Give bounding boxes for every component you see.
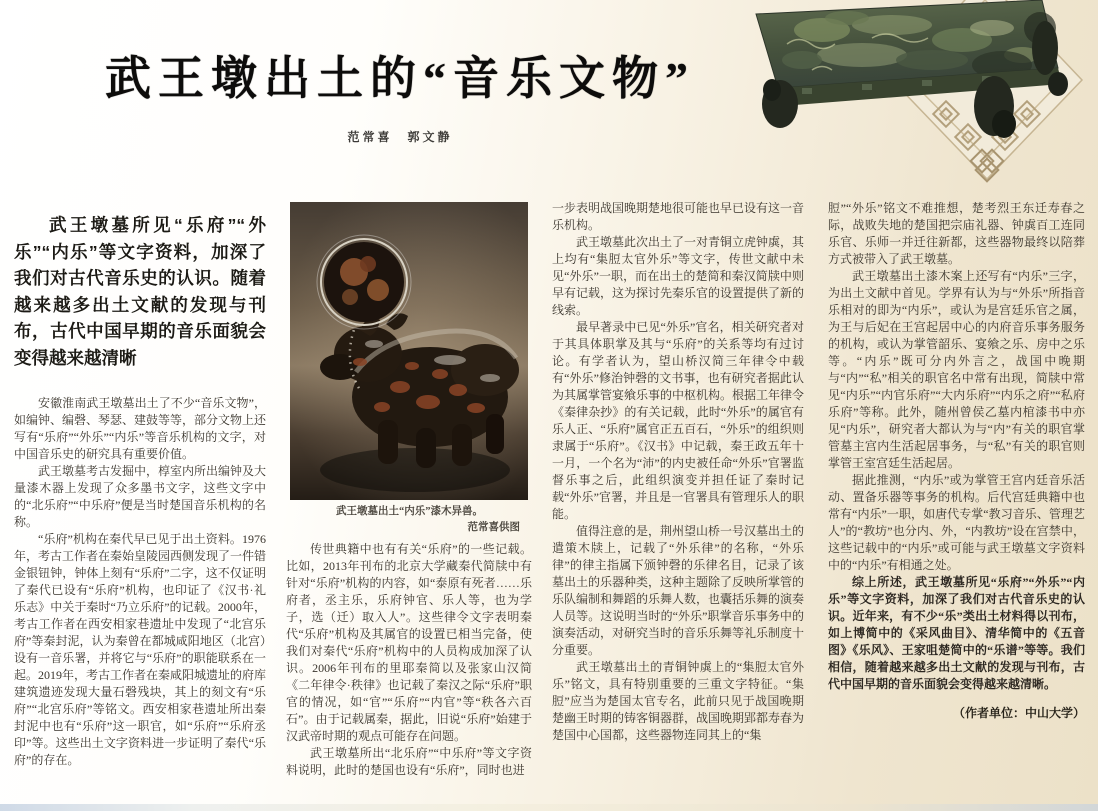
scan-edge-artifact [0,804,1098,811]
lede-paragraph: 武王墩墓所见“乐府”“外乐”“内乐”等文字资料，加深了我们对古代音乐史的认识。随着越来越多出土文献的发现与刊布，古代中国早期的音乐面貌会变得越来越清晰 [14,215,266,368]
article-paragraph: 传世典籍中也有有关“乐府”的一些记载。比如，2013年刊布的北京大学藏秦代简牍中有针对“乐府”机构的内容，如“泰原有死者……乐府者，丞主乐，乐府钟官、乐人等，也为学子，选（迁）取入人”。这些律令文字表明秦代“乐府”机构及其属官的设置已相当完备，使我们对秦代“乐府”机构中的人员构成加深了认识。2006年刊布的里耶秦简以及张家山汉简《二年律令·秩律》也记载了秦汉之际“乐府”职官的情况，如“官”“乐府”“内官”等“秩各六百石”。由于记载属秦，据此，旧说“乐府”始建于汉武帝时期的观点可能存在问题。 [286,542,532,743]
byline: 范常喜 郭文静 [347,130,453,144]
article-paragraph-continuation: 脰”“外乐”铭文不难推想，楚考烈王东迁寿春之际，战败失地的楚国把宗庙礼器、钟虡百工连同乐官、乐师一并迁往新都，这些器物最终以陪葬方式被带入了武王墩墓。 [828,201,1085,266]
article-paragraph-continuation: 一步表明战国晚期楚地很可能也早已设有这一音乐机构。 [552,201,804,232]
lacquer-beast-photo-illustration [290,202,528,500]
text-column-2 [286,200,532,804]
author-affiliation: （作者单位：中山大学） [952,706,1085,720]
bronze-artifact-and-corner-decor [742,0,1098,205]
article-paragraph: 值得注意的是，荆州望山桥一号汉墓出土的遣策木牍上，记载了“外乐律”的名称，“外乐律”的律主指属下颁钟磬的乐律名目，记录了该墓出土的乐器种类，这种主题除了反映所掌管的乐队编制和舞蹈的乐舞人数，也囊括乐舞的演奏人员等。这说明当时的“外乐”职掌音乐事务中的演奏活动，对研究当时的音乐乐舞等礼乐制度十分重要。 [552,524,804,657]
text-column-4 [828,200,1085,804]
article-paragraph: 最早著录中已见“外乐”官名，相关研究者对于其具体职掌及其与“乐府”的关系等均有过讨论。有学者认为，望山桥汉简三年律令中载有“外乐”修治钟磬的文书事，也有研究者据此认为其属掌管宴飨乐事的中枢机构。根据工年律令《秦律杂抄》的有关记载，此时“外乐”的属官有乐人正、“乐府”属官正五百石，“外乐”的组织则隶属于“乐府”。《汉书》中记载，秦王政五年十一月，一个名为“沛”的内史被任命“外乐”官署监督乐事之后，此组织演变并担任证了秦时记载“外乐”官署，并且是一官署具有管理乐人的职能。 [552,320,804,521]
concluding-paragraph: 综上所述，武王墩墓所见“乐府”“外乐”“内乐”等文字资料，加深了我们对古代音乐史的认识。近年来，有不少“乐”类出土材料得以刊布，如上博简中的《采风曲目》、清华简中的《五音图》《乐风》、王家咀楚简中的“乐谱”等等。我们相信，随着越来越多出土文献的发现与刊布，古代中国早期的音乐面貌会变得越来越清晰。 [828,575,1085,691]
article-paragraph: 据此推测，“内乐”或为掌管王宫内廷音乐活动、置备乐器等事务的机构。后代宫廷典籍中也常有“内乐”一职，如唐代专掌“教习音乐、管理艺人”的“教坊”也分内、外，“内教坊”设在宫禁中，这些记载中的“内乐”或可能与武王墩墓文字资料中的“内乐”有相通之处。 [828,473,1085,572]
text-column-1 [14,212,266,800]
article-paragraph: 安徽淮南武王墩墓出土了不少“音乐文物”，如编钟、编磬、琴瑟、建鼓等等，部分文物上还写有“乐府”“外乐”“内乐”等音乐机构的文字，对中国音乐史的研究具有重要价值。 [14,396,266,461]
photo-credit: 范常喜供图 [467,522,520,533]
artifact-photo [290,202,528,541]
photo-caption: 武王墩墓出土“内乐”漆木异兽。 [336,506,483,517]
corner-decor-and-bronze-illustration [742,0,1098,205]
article-paragraph: “乐府”机构在秦代早已见于出土资料。1976年，考古工作者在秦始皇陵园西侧发现了一件错金银钮钟，钟体上刻有“乐府”二字，这不仅证明了秦代已设有“乐府”机构，也印证了《汉书·礼乐志》中关于秦时“乃立乐府”的记载。2000年，考古工作者在西安相家巷遗址中发现了“北宫乐府”等秦封泥，认为秦曾在都城咸阳地区（北宫）设有一音乐署，并将它与“乐府”的职能联系在一起。2019年，考古工作者在秦咸阳城遗址的府库建筑遗迹发现大量石磬残块，其上的刻文有“乐府”“北宫乐府”等铭文。西安相家巷遗址所出秦封泥中也有“乐府”这一职官，如“乐府”“乐府丞印”等。这些出土文字资料进一步证明了秦代“乐府”的存在。 [14,532,266,767]
page-title: 武王墩出土的“音乐文物” [105,53,695,104]
article-paragraph: 武王墩墓考古发掘中，椁室内所出编钟及大量漆木器上发现了众多墨书文字，这些文字中的“北乐府”“中乐府”便是当时楚国音乐机构的名称。 [14,464,266,529]
article-paragraph: 武王墩墓所出“北乐府”“中乐府”等文字资料说明，此时的楚国也设有“乐府”，同时也进 [286,746,532,777]
text-column-3 [552,200,804,804]
article-paragraph: 武王墩墓出土漆木案上还写有“内乐”三字，为出土文献中首见。学界有认为与“外乐”所指音乐相对的即为“内乐”，或认为是宫廷乐官之属，为王与后妃在王宫起居中心的内府音乐事务服务的机构，或认为掌管韶乐、宴飨之乐、房中之乐等。“内乐”既可分内外言之，战国中晚期与“内”“私”相关的职官名中常有出现，简牍中常见“内乐”“内官乐府”“大内乐府”“内乐之府”“私府乐府”等称。此外，随州曾侯乙墓内棺漆书中亦见“内乐”，研究者大都认为与“内”有关的职官掌管墓主宫内生活起居事务，与“私”有关的职官则掌管王室宫廷生活起居。 [828,269,1085,470]
article-paragraph: 武王墩墓出土的青铜钟虡上的“集脰太官外乐”铭文，具有特别重要的三重文字特征。“集脰”应当为楚国太官专名，此前只见于战国晚期楚幽王时期的铸客铜器群，战国晚期郢都寿春为楚国中心国都，这些器物连同其上的“集 [552,660,804,742]
article-paragraph: 武王墩墓此次出土了一对青铜立虎钟虡，其上均有“集脰太官外乐”等文字，传世文献中未见“外乐”一职，而在出土的楚简和秦汉简牍中则早有记载，这为探讨先秦乐官的设置提供了新的线索。 [552,235,804,317]
